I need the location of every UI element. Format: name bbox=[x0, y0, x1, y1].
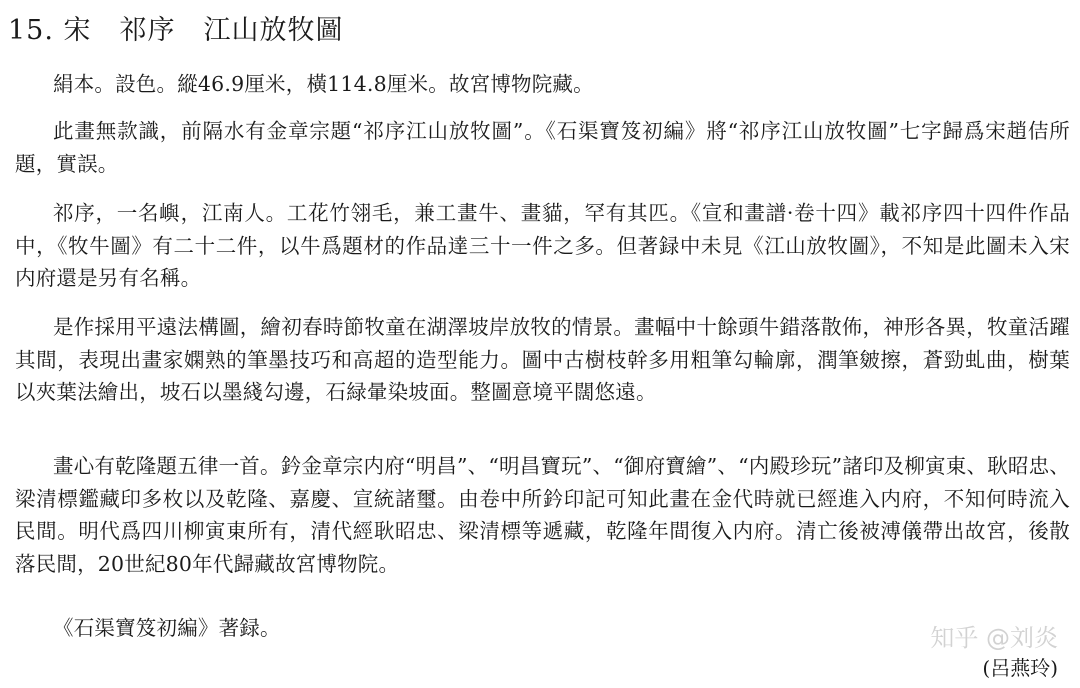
paragraph-composition: 是作採用平遠法構圖，繪初春時節牧童在湖澤坡岸放牧的情景。畫幅中十餘頭牛錯落散佈，神形各異，牧童活躍其間，表現出畫家嫻熟的筆墨技巧和高超的造型能力。圖中古樹枝幹多用粗筆勾輪廓，潤筆皴擦，蒼勁虬曲，樹葉以夾葉法繪出，坡石以墨綫勾邊，石緑暈染坡面。整圖意境平闊悠遠。 bbox=[15, 315, 1070, 404]
author-credit: (呂燕玲) bbox=[982, 656, 1058, 680]
paragraph-catalog: 《石渠寶笈初編》著録。 bbox=[53, 616, 281, 640]
paragraph-inscription: 此畫無款識，前隔水有金章宗題“祁序江山放牧圖”。《石渠寶笈初編》將“祁序江山放牧圖”七字歸爲宋趙佶所題，實誤。 bbox=[15, 119, 1070, 176]
page-title: 15. 宋 祁序 江山放牧圖 bbox=[8, 15, 344, 46]
watermark-text: 知乎 @刘炎 bbox=[930, 624, 1058, 652]
paragraph-artist: 祁序，一名嶼，江南人。工花竹翎毛，兼工畫牛、畫貓，罕有其匹。《宣和畫譜·卷十四》載祁序四十四件作品中，《牧牛圖》有二十二件，以牛爲題材的作品達三十一件之多。但著録中未見《江山放牧圖》，不知是此圖未入宋内府還是另有名稱。 bbox=[15, 201, 1070, 290]
paragraph-provenance: 畫心有乾隆題五律一首。鈐金章宗内府“明昌”、“明昌寶玩”、“御府寶繪”、“内殿珍玩”諸印及柳寅東、耿昭忠、梁清標鑑藏印多枚以及乾隆、嘉慶、宣統諸璽。由卷中所鈐印記可知此畫在金代時就已經進入内府，不知何時流入民間。明代爲四川柳寅東所有，清代經耿昭忠、梁清標等遞藏，乾隆年間復入内府。清亡後被溥儀帶出故宮，後散落民間，20世紀80年代歸藏故宮博物院。 bbox=[15, 454, 1070, 576]
paragraph-specs: 絹本。設色。縱46.9厘米，橫114.8厘米。故宮博物院藏。 bbox=[53, 72, 594, 96]
